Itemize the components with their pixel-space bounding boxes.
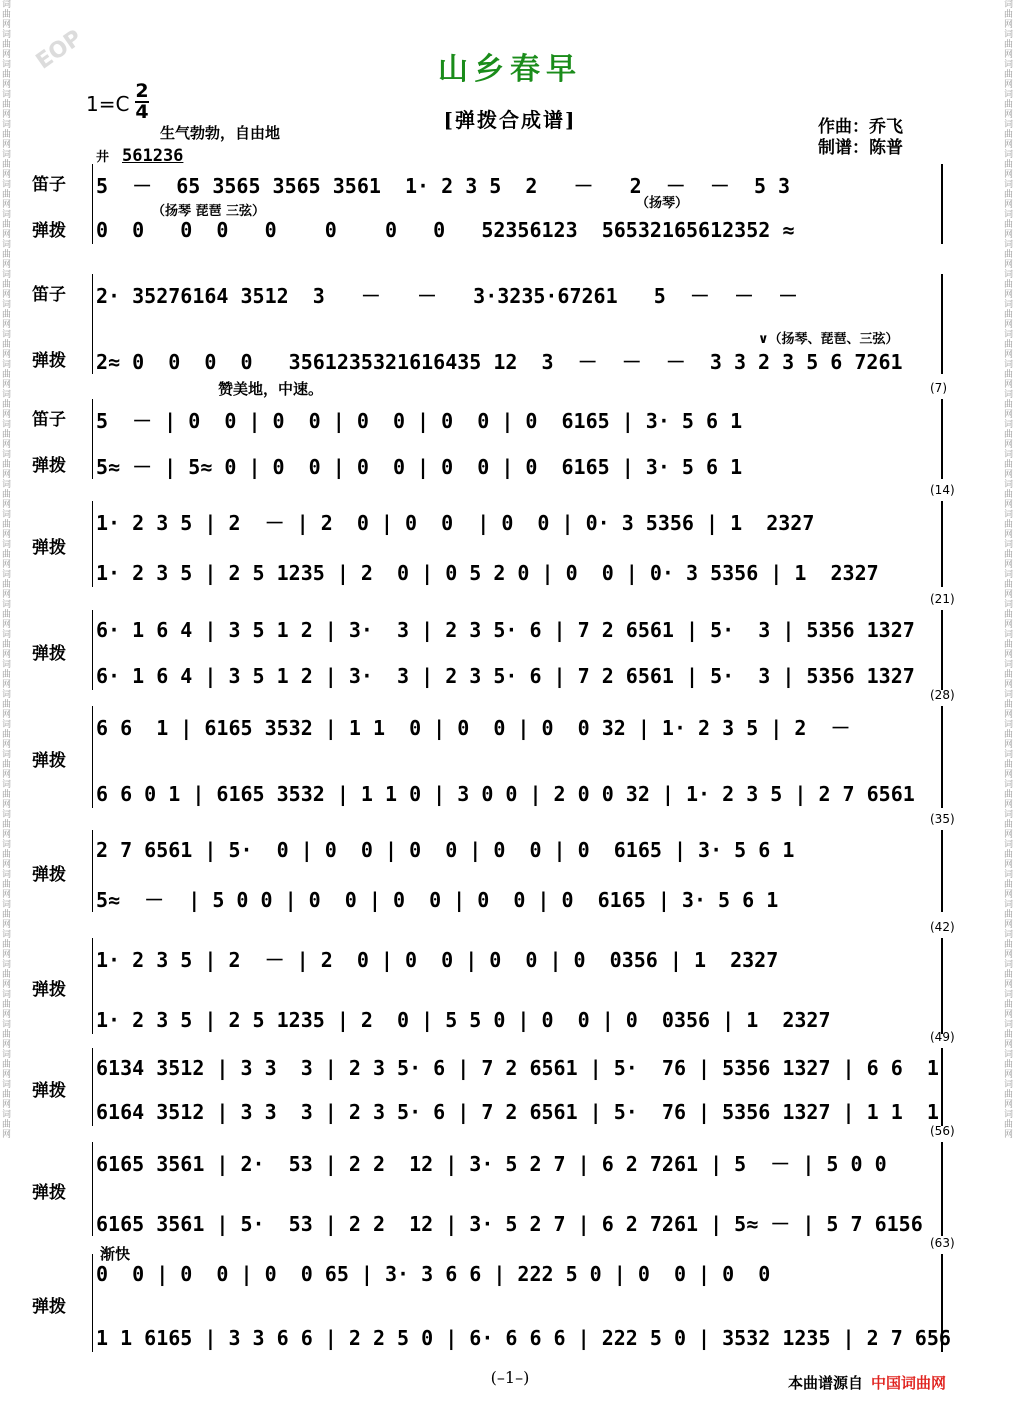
eop-logo: EOP	[31, 25, 87, 75]
instrument-label-tanbo: 弹拨	[32, 1081, 66, 1101]
notation-row	[96, 836, 945, 864]
notation-row	[96, 1260, 945, 1288]
instrument-label-tanbo: 弹拨	[32, 221, 66, 241]
notation-row	[96, 712, 945, 740]
notation-row	[96, 780, 945, 808]
notation-text: 1· 2 3 5 | 2 － | 2 0 | 0 0 | 0 0 | 0 0356 | 1 2327	[96, 947, 779, 972]
notation-text: 5≈ － | 5 0 0 | 0 0 | 0 0 | 0 0 | 0 6165 | 3· 5 6 1	[96, 887, 779, 912]
source-credit	[788, 1372, 946, 1393]
measure-number: (63)	[930, 1236, 955, 1250]
instrument-label-dizi: 笛子	[32, 285, 66, 305]
notation-row	[96, 216, 945, 244]
notation-row	[96, 944, 945, 972]
notation-text: 0 0 0 0 0 0 0 0 52356123 56532165612352 ≈	[96, 218, 795, 242]
instrument-label-tanbo: 弹拨	[32, 456, 66, 476]
system-brace-line	[92, 1142, 93, 1236]
notation-text: 5 － | 0 0 | 0 0 | 0 0 | 0 0 | 0 6165 | 3· 5 6 1	[96, 408, 743, 433]
instrument-label-tanbo: 弹拨	[32, 538, 66, 558]
system-brace-line	[92, 164, 93, 244]
key-signature: 1=C	[86, 92, 130, 116]
accelerando-marking: 渐快	[100, 1245, 131, 1263]
system-brace-line	[92, 1048, 93, 1126]
notation-text: 1· 2 3 5 | 2 5 1235 | 2 0 | 0 5 2 0 | 0 0 | 0· 3 5356 | 1 2327	[96, 561, 879, 585]
measure-number: (14)	[930, 483, 955, 497]
ensemble-annotation-2: ∨（扬琴、琵琶、三弦）	[758, 332, 899, 347]
notation-row	[96, 451, 945, 479]
notation-text: 6165 3561 | 2· 53 | 2 2 12 | 3· 5 2 7 | 6 2 7261 | 5 － | 5 0 0	[96, 1151, 887, 1176]
left-watermark-strip: 词曲网词曲网词曲网词曲网词曲网词曲网词曲网词曲网词曲网词曲网词曲网词曲网词曲网词曲网词曲网词曲网词曲网词曲网词曲网词曲网词曲网词曲网词曲网词曲网词曲网词曲网词曲网词曲网词曲网词曲网词曲网词曲网词曲网词曲网词曲网词曲网词曲网词曲网	[2, 0, 12, 1140]
instrument-label-dizi: 笛子	[32, 410, 66, 430]
measure-number: (56)	[930, 1124, 955, 1138]
notation-text: 6 6 0 1 | 6165 3532 | 1 1 0 | 3 0 0 | 2 0 0 32 | 1· 2 3 5 | 2 7 6561	[96, 782, 915, 806]
notation-row	[96, 559, 945, 587]
notation-text: 2· 35276164 3512 3 － － 3·3235·67261 5 － － －	[96, 283, 799, 308]
time-signature-top: 2	[135, 80, 149, 102]
notation-text: 0 0 | 0 0 | 0 0 65 | 3· 3 6 6 | 222 5 0 | 0 0 | 0 0	[96, 1262, 771, 1286]
notation-text: 6 6 1 | 6165 3532 | 1 1 0 | 0 0 | 0 0 32 | 1· 2 3 5 | 2 －	[96, 715, 851, 740]
notation-text: 6· 1 6 4 | 3 5 1 2 | 3· 3 | 2 3 5· 6 | 7 2 6561 | 5· 3 | 5356 1327	[96, 618, 915, 642]
second-tempo-marking: 赞美地，中速。	[218, 380, 324, 398]
instrument-label-tanbo: 弹拨	[32, 865, 66, 885]
notation-row	[96, 507, 945, 535]
notation-row	[96, 1148, 945, 1176]
system-brace-line	[92, 938, 93, 1034]
yangqin-annotation: （扬琴）	[636, 196, 689, 211]
notation-row	[96, 1006, 945, 1034]
time-signature	[134, 82, 150, 122]
notation-row	[96, 1098, 945, 1126]
notation-row	[96, 1054, 945, 1082]
system-brace-line	[92, 830, 93, 912]
ensemble-annotation-1: （扬琴 琵琶 三弦）	[152, 204, 266, 219]
intro-cue-notes: 561236	[122, 146, 184, 166]
notation-row	[96, 405, 945, 433]
notation-row	[96, 346, 945, 374]
system-brace-line	[92, 1254, 93, 1352]
notation-text: 1 1 6165 | 3 3 6 6 | 2 2 5 0 | 6· 6 6 6 | 222 5 0 | 3532 1235 | 2 7 656	[96, 1326, 951, 1350]
notation-row	[96, 1324, 951, 1352]
system-brace-line	[92, 706, 93, 808]
notation-text: 5 － 65 3565 3565 3561 1· 2 3 5 2 － 2 － － 5 3	[96, 173, 791, 198]
measure-number: (49)	[930, 1030, 955, 1044]
measure-number: (42)	[930, 920, 955, 934]
instrument-label-tanbo: 弹拨	[32, 1297, 66, 1317]
song-title: 山乡春早	[438, 52, 582, 87]
instrument-label-tanbo: 弹拨	[32, 644, 66, 664]
instrument-label-dizi: 笛子	[32, 175, 66, 195]
notation-row	[96, 662, 945, 690]
measure-number: (28)	[930, 688, 955, 702]
notation-text: 1· 2 3 5 | 2 5 1235 | 2 0 | 5 5 0 | 0 0 | 0 0356 | 1 2327	[96, 1008, 831, 1032]
notation-row	[96, 884, 945, 912]
system-brace-line	[92, 274, 93, 374]
score-subtitle: [弹拨合成谱]	[443, 108, 577, 132]
system-brace-line	[92, 610, 93, 690]
notation-text: 1· 2 3 5 | 2 － | 2 0 | 0 0 | 0 0 | 0· 3 5356 | 1 2327	[96, 510, 815, 535]
notation-row	[96, 616, 945, 644]
sharp-mark: 井	[96, 150, 110, 165]
instrument-label-tanbo: 弹拨	[32, 1183, 66, 1203]
notation-text: 2≈ 0 0 0 0 3561235321616435 12 3 － － － 3 3 2 3 5 6 7261	[96, 349, 903, 374]
instrument-label-tanbo: 弹拨	[32, 351, 66, 371]
right-watermark-strip: 词曲网词曲网词曲网词曲网词曲网词曲网词曲网词曲网词曲网词曲网词曲网词曲网词曲网词曲网词曲网词曲网词曲网词曲网词曲网词曲网词曲网词曲网词曲网词曲网词曲网词曲网词曲网词曲网词曲网词曲网词曲网词曲网词曲网词曲网词曲网词曲网词曲网词曲网	[1004, 0, 1014, 1140]
measure-number: (7)	[930, 381, 947, 395]
source-label: 本曲谱源自	[788, 1374, 864, 1392]
arranger-credit: 制谱：陈普	[818, 138, 903, 158]
notation-row	[96, 170, 945, 198]
notation-text: 5≈ － | 5≈ 0 | 0 0 | 0 0 | 0 0 | 0 6165 | 3· 5 6 1	[96, 454, 743, 479]
instrument-label-tanbo: 弹拨	[32, 751, 66, 771]
notation-text: 6· 1 6 4 | 3 5 1 2 | 3· 3 | 2 3 5· 6 | 7 2 6561 | 5· 3 | 5356 1327	[96, 664, 915, 688]
measure-number: (35)	[930, 812, 955, 826]
system-brace-line	[92, 399, 93, 479]
page-number: (–1–)	[490, 1368, 530, 1387]
system-brace-line	[92, 501, 93, 587]
notation-row	[96, 280, 945, 308]
instrument-label-tanbo: 弹拨	[32, 980, 66, 1000]
measure-number: (21)	[930, 592, 955, 606]
notation-text: 2 7 6561 | 5· 0 | 0 0 | 0 0 | 0 0 | 0 6165 | 3· 5 6 1	[96, 838, 795, 862]
notation-text: 6165 3561 | 5· 53 | 2 2 12 | 3· 5 2 7 | 6 2 7261 | 5≈ － | 5 7 6156	[96, 1211, 923, 1236]
tempo-marking: 生气勃勃，自由地	[160, 124, 281, 142]
time-signature-bottom: 4	[135, 101, 149, 123]
composer-credit: 作曲：乔飞	[818, 117, 903, 137]
source-brand: 中国词曲网	[871, 1374, 947, 1392]
notation-text: 6134 3512 | 3 3 3 | 2 3 5· 6 | 7 2 6561 | 5· 76 | 5356 1327 | 6 6 1	[96, 1056, 939, 1080]
notation-text: 6164 3512 | 3 3 3 | 2 3 5· 6 | 7 2 6561 | 5· 76 | 5356 1327 | 1 1 1	[96, 1100, 939, 1124]
notation-row	[96, 1208, 945, 1236]
